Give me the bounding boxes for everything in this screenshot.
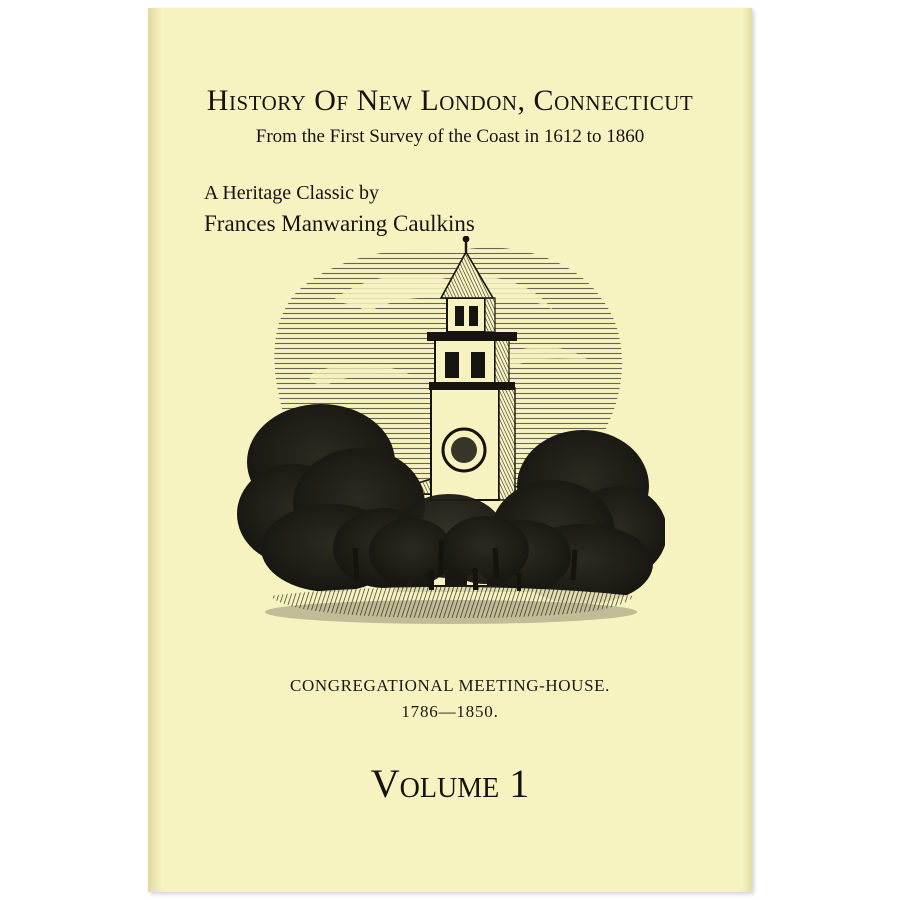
author-name: Frances Manwaring Caulkins — [204, 211, 475, 236]
byline-prefix: A Heritage Classic by — [204, 182, 379, 204]
volume-label: Volume 1 — [370, 761, 530, 806]
cover-subtitle: From the First Survey of the Coast in 1612 to 1860 — [255, 126, 645, 147]
byline — [200, 182, 700, 237]
book-cover — [148, 8, 752, 892]
illustration-caption — [148, 676, 752, 722]
caption-line-1: CONGREGATIONAL MEETING-HOUSE. — [290, 676, 610, 695]
caption-line-2: 1786—1850. — [401, 702, 499, 721]
cover-text-block — [148, 84, 752, 237]
page-title: History Of New London, Connecticut — [206, 84, 694, 117]
meeting-house-illustration — [235, 236, 665, 656]
